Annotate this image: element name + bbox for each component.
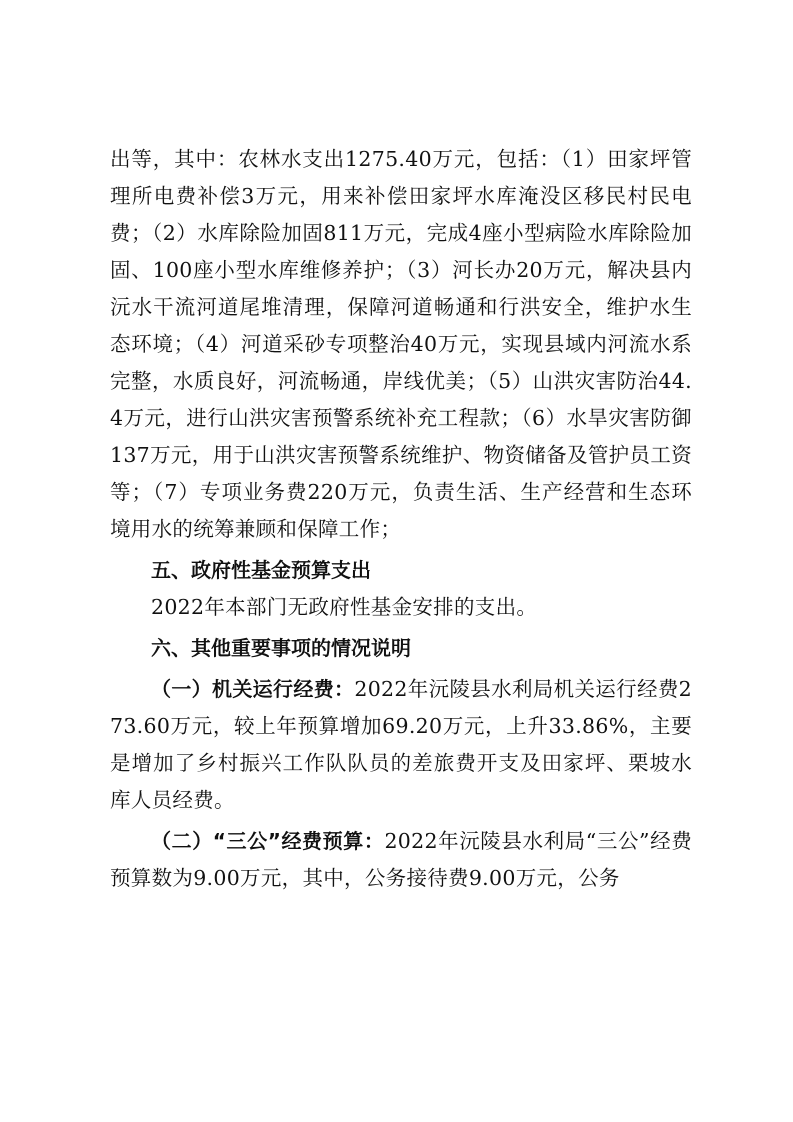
subheading-three-public-expenses: （二）“三公”经费预算：: [151, 829, 385, 853]
section-heading-other-matters: 六、其他重要事项的情况说明: [151, 636, 411, 660]
paragraph-government-fund: 2022年本部门无政府性基金安排的支出。: [151, 595, 538, 619]
paragraph-three-public-expenses: [110, 823, 692, 897]
paragraph-operating-expenses: [110, 671, 692, 819]
section-heading-government-fund: 五、政府性基金预算支出: [151, 558, 371, 582]
three-public-expenses-text: 2022年沅陵县水利局“三公”经费预算数为9.00万元，其中，公务接待费9.00万元，公务: [110, 829, 693, 890]
subheading-operating-expenses: （一）机关运行经费：: [151, 677, 355, 701]
operating-expenses-text: 2022年沅陵县水利局机关运行经费273.60万元，较上年预算增加69.20万元，上升33.86%，主要是增加了乡村振兴工作队队员的差旅费开支及田家坪、栗坡水库人员经费。: [110, 677, 692, 812]
document-body: [110, 141, 692, 897]
paragraph-agriculture-expenditure: 出等，其中：农林水支出1275.40万元，包括：（1）田家坪管理所电费补偿3万元，用来补偿田家坪水库淹没区移民村民电费；（2）水库除险加固811万元，完成4座小型病险水库除险加固、100座小型水库维修养护；（3）河长办20万元，解决县内沅水干流河道尾堆清理，保障河道畅通和行洪安全，维护水生态环境；（4）河道采砂专项整治40万元，实现县域内河流水系完整，水质良好，河流畅通，岸线优美；（5）山洪灾害防治44.4万元，进行山洪灾害预警系统补充工程款；（6）水旱灾害防御137万元，用于山洪灾害预警系统维护、物资储备及管护员工资等；（7）专项业务费220万元，负责生活、生产经营和生态环境用水的统筹兼顾和保障工作；: [110, 147, 692, 541]
